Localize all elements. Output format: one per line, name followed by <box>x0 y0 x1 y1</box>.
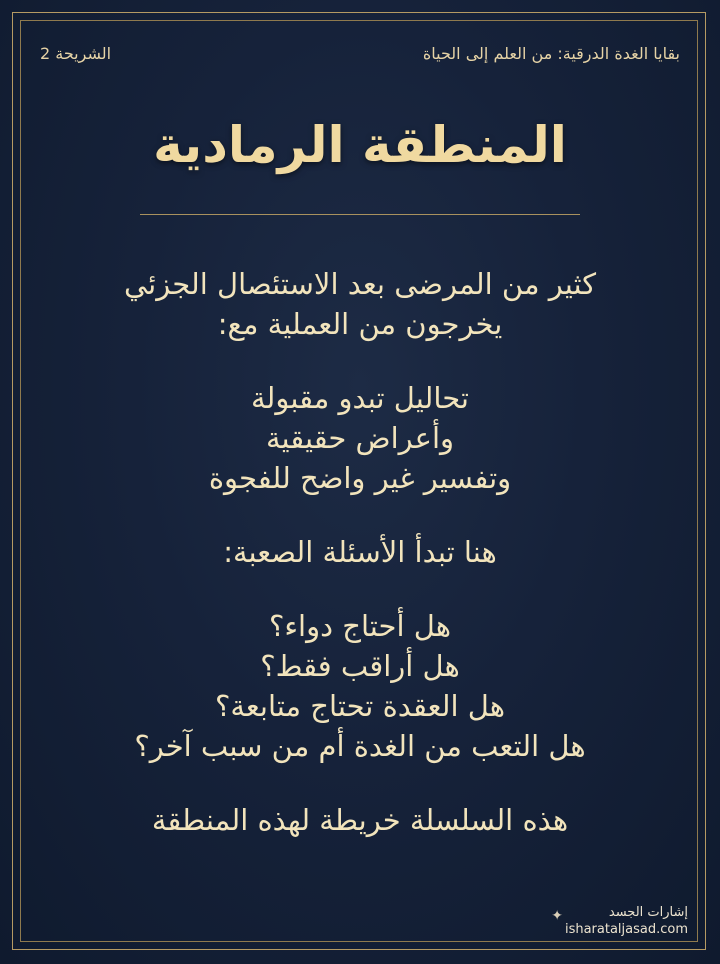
title-divider <box>140 214 580 215</box>
slide-header <box>40 44 680 68</box>
closing-line: هذه السلسلة خريطة لهذه المنطقة <box>151 803 569 837</box>
intro-line: يخرجون من العملية مع: <box>217 307 503 341</box>
intro-line: كثير من المرضى بعد الاستئصال الجزئي <box>123 267 597 301</box>
brand-website: isharataljasad.com <box>564 922 688 937</box>
question-item: هل أراقب فقط؟ <box>260 649 460 683</box>
list-item: وتفسير غير واضح للفجوة <box>208 461 512 495</box>
question-item: هل أحتاج دواء؟ <box>269 609 451 643</box>
slide-body <box>40 264 680 840</box>
list-item: تحاليل تبدو مقبولة <box>251 381 469 415</box>
list-item: وأعراض حقيقية <box>265 421 455 455</box>
series-title: بقايا الغدة الدرقية: من العلم إلى الحياة <box>422 44 680 63</box>
question-item: هل العقدة تحتاج متابعة؟ <box>214 689 506 723</box>
brand-block <box>551 904 688 938</box>
slide-number: الشريحة 2 <box>40 44 112 63</box>
brand-name: إشارات الجسد <box>608 905 688 920</box>
question-item: هل التعب من الغدة أم من سبب آخر؟ <box>134 729 586 763</box>
slide-title: المنطقة الرمادية <box>153 116 567 174</box>
questions-intro: هنا تبدأ الأسئلة الصعبة: <box>223 535 497 569</box>
body-figure-icon: ✦ <box>551 908 563 924</box>
